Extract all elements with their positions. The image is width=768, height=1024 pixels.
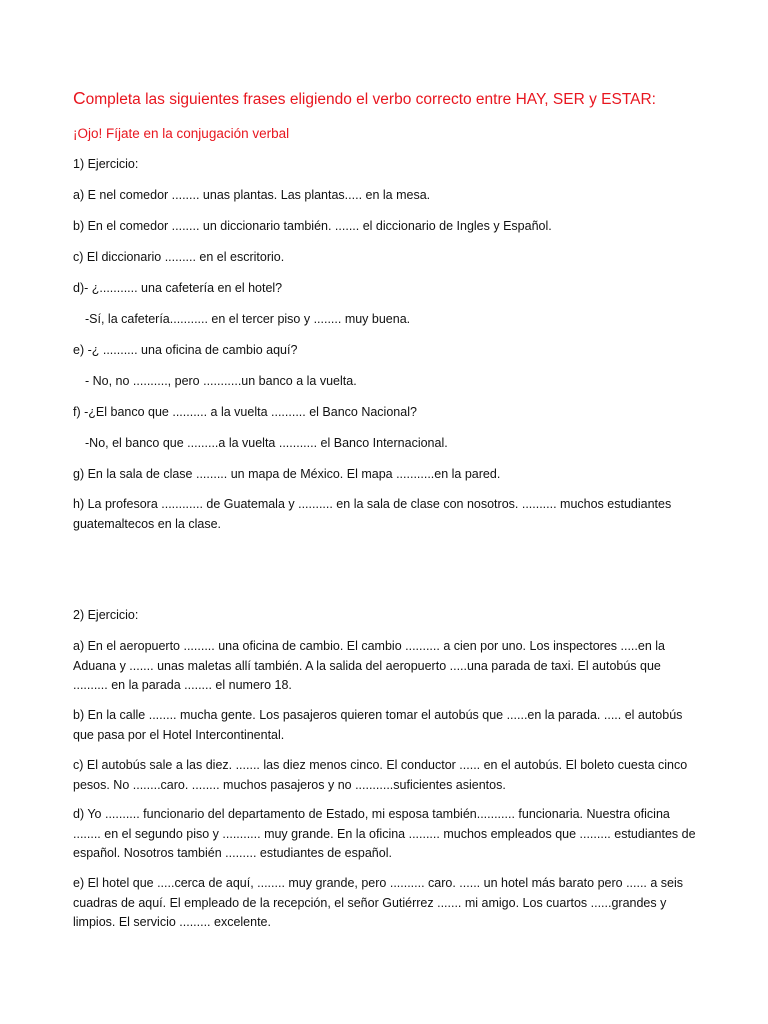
exercise-2-item-d: d) Yo .......... funcionario del departamento de Estado, mi esposa también........... funcionaria. Nuestra oficina ........ en el segundo piso y ........... muy grande. En la oficina ......... muchos empleados que ......... estudiantes de español. Nosotros también ......... estudiantes de español. [73, 807, 696, 860]
exercise-1-item-c: c) El diccionario ......... en el escritorio. [73, 250, 285, 264]
exercise-1-item-b: b) En el comedor ........ un diccionario también. ....... el diccionario de Ingles y Español. [73, 219, 552, 233]
title-first-letter: C [73, 88, 86, 108]
exercise-2-item-c: c) El autobús sale a las diez. ....... las diez menos cinco. El conductor ...... en el autobús. El boleto cuesta cinco pesos. No ........caro. ........ muchos pasajeros y no ...........suficientes asientos. [73, 758, 688, 792]
exercise-2-item-e: e) El hotel que .....cerca de aquí, ........ muy grande, pero .......... caro. ...... un hotel más barato pero ...... a seis cuadras de aquí. El empleado de la recepción, el señor Gutiérrez ....... mi amigo. Los cuartos ......grandes y limpios. El servicio ......... excelente. [73, 876, 684, 929]
exercise-1-item-d-answer: -Sí, la cafetería........... en el tercer piso y ........ muy buena. [85, 312, 411, 326]
exercise-2-heading: 2) Ejercicio: [73, 608, 139, 622]
exercise-1-item-d: d)- ¿........... una cafetería en el hotel? [73, 281, 283, 295]
exercise-1-item-h: h) La profesora ............ de Guatemala y .......... en la sala de clase con nosotros. .......... muchos estudiantes guatemaltecos en la clase. [73, 497, 672, 531]
title-text: ompleta las siguientes frases eligiendo el verbo correcto entre HAY, SER y ESTAR: [85, 91, 656, 108]
exercise-2-item-b: b) En la calle ........ mucha gente. Los pasajeros quieren tomar el autobús que ......en la parada. ..... el autobús que pasa por el Hotel Intercontinental. [73, 708, 683, 742]
exercise-1-item-f-answer: -No, el banco que .........a la vuelta ........... el Banco Internacional. [85, 436, 448, 450]
warning-note: ¡Ojo! Fíjate en la conjugación verbal [73, 126, 290, 141]
exercise-1-item-a: a) E nel comedor ........ unas plantas. Las plantas..... en la mesa. [73, 188, 431, 202]
exercise-2-item-a: a) En el aeropuerto ......... una oficina de cambio. El cambio .......... a cien por uno. Los inspectores .....en la Aduana y ....... unas maletas allí también. A la salida del aeropuerto .....una parada de taxi. El autobús que .......... en la parada ........ el numero 18. [73, 639, 665, 692]
exercise-1-item-e-answer: - No, no .........., pero ...........un banco a la vuelta. [85, 374, 357, 388]
exercise-1-item-e: e) -¿ .......... una oficina de cambio aquí? [73, 343, 298, 357]
exercise-1-item-f: f) -¿El banco que .......... a la vuelta .......... el Banco Nacional? [73, 405, 417, 419]
exercise-1-heading: 1) Ejercicio: [73, 157, 139, 171]
page-title [73, 88, 698, 110]
exercise-1-item-g: g) En la sala de clase ......... un mapa de México. El mapa ...........en la pared. [73, 467, 501, 481]
